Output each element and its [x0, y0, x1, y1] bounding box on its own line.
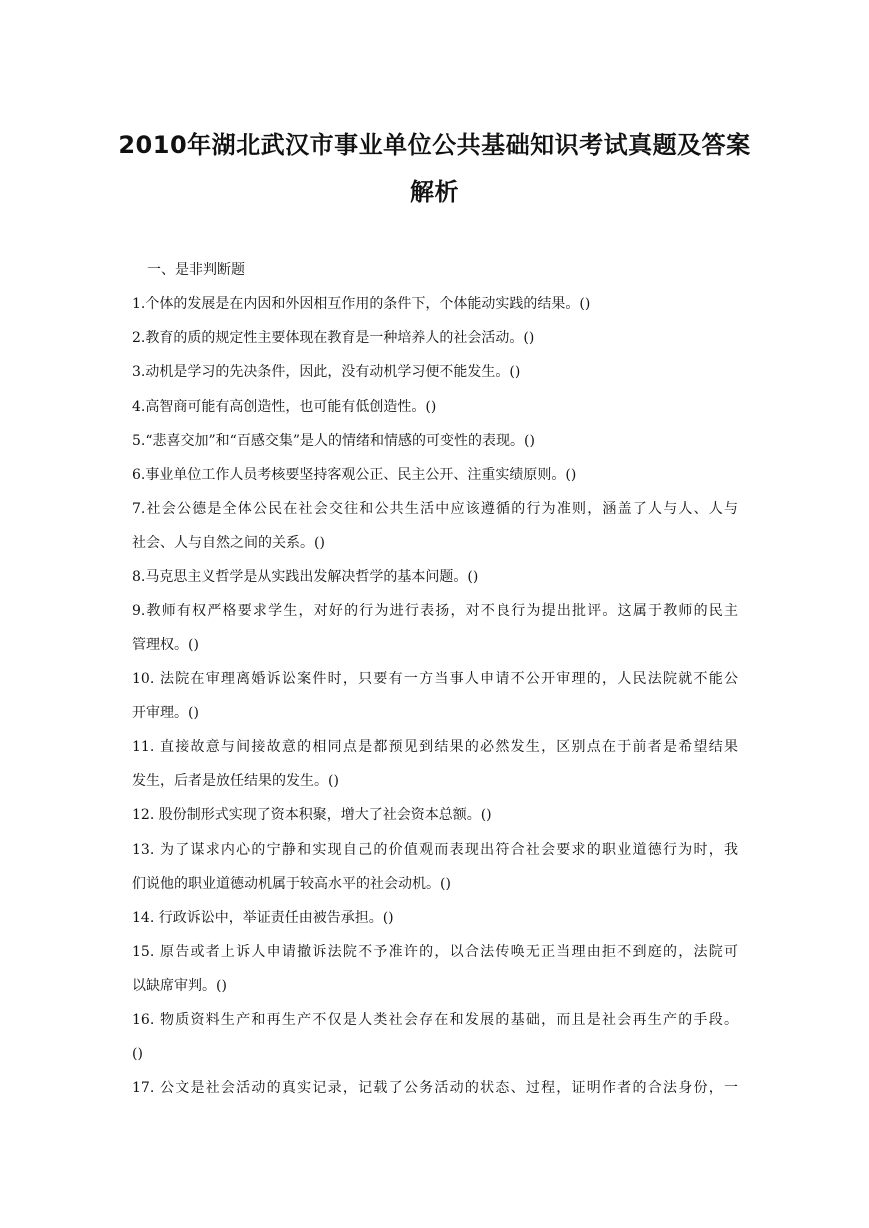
- text-line: 11. 直接故意与间接故意的相同点是都预见到结果的必然发生，区别点在于前者是希望结果: [132, 739, 738, 755]
- text-line: 4.高智商可能有高创造性，也可能有低创造性。(): [132, 399, 437, 415]
- text-line: 开审理。(): [132, 705, 199, 721]
- text-line: 社会、人与自然之间的关系。(): [132, 535, 325, 551]
- text-line: (): [132, 1046, 143, 1062]
- text-line: 15. 原告或者上诉人申请撤诉法院不予准许的，以合法传唤无正当理由拒不到庭的，法院可: [132, 944, 738, 960]
- text-line: 9.教师有权严格要求学生，对好的行为进行表扬，对不良行为提出批评。这属于教师的民主: [132, 603, 738, 619]
- text-line: 17. 公文是社会活动的真实记录，记载了公务活动的状态、过程，证明作者的合法身份，一: [132, 1080, 738, 1096]
- text-line: 3.动机是学习的先决条件，因此，没有动机学习便不能发生。(): [132, 364, 521, 380]
- section-heading: 一、是非判断题: [147, 262, 245, 278]
- text-line: 2.教育的质的规定性主要体现在教育是一种培养人的社会活动。(): [132, 330, 535, 346]
- text-line: 们说他的职业道德动机属于较高水平的社会动机。(): [132, 876, 451, 892]
- text-line: 8.马克思主义哲学是从实践出发解决哲学的基本问题。(): [132, 569, 479, 585]
- text-line: 发生，后者是放任结果的发生。(): [132, 773, 339, 789]
- document-title-line-1: 2010年湖北武汉市事业单位公共基础知识考试真题及答案: [118, 131, 751, 159]
- document-title-line-2: 解析: [410, 178, 459, 206]
- text-line: 以缺席审判。(): [132, 978, 227, 994]
- text-line: 1.个体的发展是在内因和外因相互作用的条件下，个体能动实践的结果。(): [132, 296, 591, 312]
- text-line: 10. 法院在审理离婚诉讼案件时，只要有一方当事人申请不公开审理的，人民法院就不能公: [132, 671, 738, 687]
- text-line: 16. 物质资料生产和再生产不仅是人类社会存在和发展的基础，而且是社会再生产的手段。: [132, 1012, 738, 1028]
- text-line: 12. 股份制形式实现了资本积聚，增大了社会资本总额。(): [132, 807, 492, 823]
- text-line: 5.“悲喜交加”和“百感交集”是人的情绪和情感的可变性的表现。(): [132, 433, 535, 449]
- text-line: 7.社会公德是全体公民在社会交往和公共生活中应该遵循的行为准则，涵盖了人与人、人与: [132, 501, 738, 517]
- text-line: 14. 行政诉讼中，举证责任由被告承担。(): [132, 910, 394, 926]
- text-line: 6.事业单位工作人员考核要坚持客观公正、民主公开、注重实绩原则。(): [132, 467, 577, 483]
- text-line: 管理权。(): [132, 637, 199, 653]
- text-line: 13. 为了谋求内心的宁静和实现自己的价值观而表现出符合社会要求的职业道德行为时，我: [132, 842, 738, 858]
